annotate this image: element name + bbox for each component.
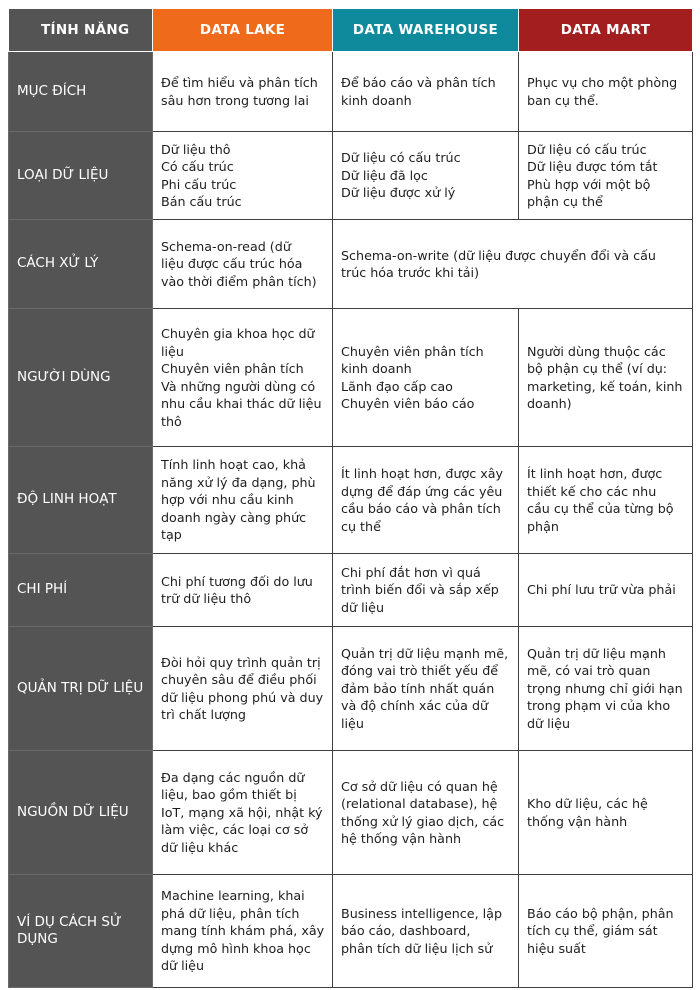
cell-line: thô (161, 413, 182, 429)
feature-label: LOẠI DỮ LIỆU (9, 132, 153, 220)
cell-line: hệ thống vận hành (341, 831, 462, 846)
cell-line: doanh ngày càng phức (161, 509, 307, 525)
cell-line: vào thời điểm phân tích) (161, 273, 317, 289)
table-row (9, 751, 693, 875)
cell-line: trúc hóa trước khi tải) (341, 265, 480, 280)
data-mart-cell (519, 627, 693, 751)
cell-line: Phục vụ cho một phòng (527, 75, 678, 90)
cell-line: Đa dạng các nguồn dữ (161, 769, 305, 785)
data-mart-cell (519, 875, 693, 988)
cell-line: đảm bảo tính nhất quán (341, 680, 495, 696)
data-mart-cell (519, 447, 693, 554)
cell-line: Quản trị dữ liệu mạnh mẽ, (341, 645, 509, 661)
cell-line: Để tìm hiểu và phân tích (161, 75, 318, 90)
cell-line: thống xử lý giao dịch, các (341, 813, 505, 829)
cell-line: trình biến đổi và sắp xếp (341, 582, 499, 598)
cell-line: đóng vai trò thiết yếu để (341, 663, 499, 679)
cell-line: phá dữ liệu, phân tích (161, 905, 300, 921)
feature-label-line: DỤNG (17, 931, 58, 947)
cell-line: Business intelligence, lập (341, 905, 503, 921)
cell-line: cầu báo cáo và phân tích (341, 501, 501, 516)
cell-line: Dữ liệu được xử lý (341, 185, 456, 201)
cell-line: Ít linh hoạt hơn, được (527, 466, 663, 481)
cell-line: liệu (341, 715, 364, 731)
header-data-warehouse: DATA WAREHOUSE (333, 9, 519, 52)
cell-line: dữ liệu phong phú và duy (161, 689, 324, 705)
cell-line: Ít linh hoạt hơn, được xây (341, 466, 504, 481)
data-mart-cell (519, 132, 693, 220)
cell-line: Đòi hỏi quy trình quản trị (161, 654, 321, 670)
cell-line: trữ dữ liệu thô (161, 591, 252, 606)
table-row (9, 309, 693, 447)
cell-line: và độ chính xác của dữ (341, 698, 489, 714)
cell-line: Lãnh đạo cấp cao (341, 378, 453, 394)
cell-line: IoT, mạng xã hội, nhật ký (161, 804, 323, 820)
table-row (9, 132, 693, 220)
cell-line: phân tích dữ liệu lịch sử (341, 940, 493, 956)
cell-line: Chuyên gia khoa học dữ (161, 326, 315, 341)
data-warehouse-cell (333, 132, 519, 220)
comparison-table (8, 8, 693, 988)
table-body (9, 52, 693, 988)
cell-line: cụ thể (341, 518, 381, 534)
cell-line: Phù hợp với một bộ (527, 176, 651, 192)
cell-line: Schema-on-read (dữ (161, 238, 291, 254)
cell-line: phận cụ thể (527, 194, 603, 209)
header-data-lake: DATA LAKE (153, 9, 333, 52)
cell-line: báo cáo, dashboard, (341, 923, 471, 939)
cell-line: mang tính khám phá, xây (161, 923, 325, 939)
cell-line: Chuyên viên báo cáo (341, 396, 475, 411)
cell-line: ban cụ thể. (527, 92, 599, 108)
cell-line: Tính linh hoạt cao, khả (161, 457, 306, 473)
feature-label (9, 875, 153, 988)
cell-line: bộ phận cụ thể (ví dụ: (527, 361, 668, 376)
cell-line: nhu cầu khai thác dữ liệu (161, 396, 322, 411)
cell-line: tích cụ thể, giám sát (527, 923, 658, 939)
cell-line: Báo cáo bộ phận, phân (527, 905, 674, 921)
cell-line: mẽ, có vai trò quan (527, 663, 651, 679)
cell-line: trì chất lượng (161, 707, 246, 722)
header-row (9, 9, 693, 52)
table-row (9, 627, 693, 751)
cell-line: kinh doanh (341, 361, 412, 376)
data-lake-cell (153, 132, 333, 220)
cell-line: marketing, kế toán, kinh (527, 378, 683, 394)
feature-label: CÁCH XỬ LÝ (9, 220, 153, 309)
data-warehouse-cell (333, 52, 519, 132)
cell-line: Để báo cáo và phân tích (341, 75, 496, 90)
table-row (9, 52, 693, 132)
cell-line: Phi cấu trúc (161, 176, 237, 192)
feature-label: NGƯỜI DÙNG (9, 309, 153, 447)
cell-line: Chuyên viên phân tích (341, 343, 484, 359)
cell-line: cầu cụ thể của từng bộ (527, 501, 674, 516)
cell-line: hợp với nhu cầu kinh (161, 492, 294, 508)
data-lake-cell (153, 875, 333, 988)
cell-line: liệu, bao gồm thiết bị (161, 787, 297, 803)
data-lake-cell (153, 751, 333, 875)
header-data-mart: DATA MART (519, 9, 693, 52)
cell-line: Dữ liệu đã lọc (341, 167, 428, 183)
cell-line: Chuyên viên phân tích (161, 361, 304, 376)
cell-line: Kho dữ liệu, các hệ (527, 796, 648, 811)
cell-line: dữ liệu khác (161, 839, 239, 855)
cell-line: liệu được cấu trúc hóa (161, 256, 303, 272)
data-lake-cell (153, 309, 333, 447)
cell-line: Dữ liệu thô (161, 141, 231, 157)
table-row (9, 220, 693, 309)
cell-line: làm việc, các loại cơ sở (161, 822, 309, 838)
feature-label: QUẢN TRỊ DỮ LIỆU (9, 627, 153, 751)
cell-line: trọng nhưng chỉ giới hạn (527, 680, 683, 696)
cell-line: Người dùng thuộc các (527, 343, 666, 359)
cell-line: phận (527, 518, 559, 534)
data-mart-cell (519, 309, 693, 447)
cell-line: Có cấu trúc (161, 159, 234, 174)
cell-line: sâu hơn trong tương lai (161, 92, 309, 108)
cell-line: trong phạm vi của kho (527, 698, 671, 714)
cell-line: Bán cấu trúc (161, 194, 242, 209)
cell-line: Và những người dùng có (161, 378, 316, 394)
data-lake-cell (153, 554, 333, 627)
cell-line: Chi phí tương đối do lưu (161, 573, 313, 589)
cell-line: Chi phí lưu trữ vừa phải (527, 582, 676, 598)
cell-line: kinh doanh (341, 92, 412, 108)
data-lake-cell (153, 447, 333, 554)
cell-line: dữ liệu (527, 715, 571, 731)
cell-line: dựng để đáp ứng các yêu (341, 483, 503, 499)
cell-line: Machine learning, khai (161, 888, 305, 904)
feature-label: CHI PHÍ (9, 554, 153, 627)
cell-line: Dữ liệu có cấu trúc (527, 141, 647, 157)
cell-line: năng xử lý đa dạng, phù (161, 474, 316, 490)
header-feature: TÍNH NĂNG (9, 9, 153, 52)
cell-line: doanh) (527, 396, 572, 411)
data-mart-cell (519, 52, 693, 132)
table-row (9, 875, 693, 988)
feature-label: ĐỘ LINH HOẠT (9, 447, 153, 554)
cell-line: (relational database), hệ (341, 796, 498, 811)
cell-line: liệu (161, 343, 184, 359)
data-warehouse-cell (333, 447, 519, 554)
data-lake-cell (153, 52, 333, 132)
data-warehouse-cell (333, 751, 519, 875)
cell-line: chuyên sâu để điều phối (161, 672, 317, 687)
data-mart-cell (519, 751, 693, 875)
cell-line: Chi phí đắt hơn vì quá (341, 564, 481, 580)
data-warehouse-cell (333, 875, 519, 988)
feature-label: NGUỒN DỮ LIỆU (9, 751, 153, 875)
comparison-table-container (8, 8, 692, 978)
cell-line: thống vận hành (527, 813, 628, 829)
data-warehouse-cell (333, 309, 519, 447)
data-lake-cell (153, 220, 333, 309)
feature-label-line: VÍ DỤ CÁCH SỬ (17, 913, 122, 930)
cell-line: dữ liệu (161, 958, 205, 974)
cell-line: dữ liệu (341, 599, 385, 615)
data-lake-cell (153, 627, 333, 751)
cell-line: Dữ liệu có cấu trúc (341, 150, 461, 166)
table-row (9, 554, 693, 627)
cell-line: dựng mô hình khoa học (161, 940, 311, 956)
warehouse-mart-merged-cell (333, 220, 693, 309)
cell-line: Cơ sở dữ liệu có quan hệ (341, 778, 498, 794)
cell-line: thiết kế cho các nhu (527, 483, 657, 499)
table-row (9, 447, 693, 554)
data-mart-cell (519, 554, 693, 627)
cell-line: hiệu suất (527, 940, 586, 956)
cell-line: Quản trị dữ liệu mạnh (527, 645, 666, 661)
cell-line: tạp (161, 527, 182, 543)
data-warehouse-cell (333, 554, 519, 627)
data-warehouse-cell (333, 627, 519, 751)
feature-label: MỤC ĐÍCH (9, 52, 153, 132)
cell-line: Schema-on-write (dữ liệu được chuyển đổi và cấu (341, 247, 656, 263)
cell-line: Dữ liệu được tóm tắt (527, 159, 658, 174)
